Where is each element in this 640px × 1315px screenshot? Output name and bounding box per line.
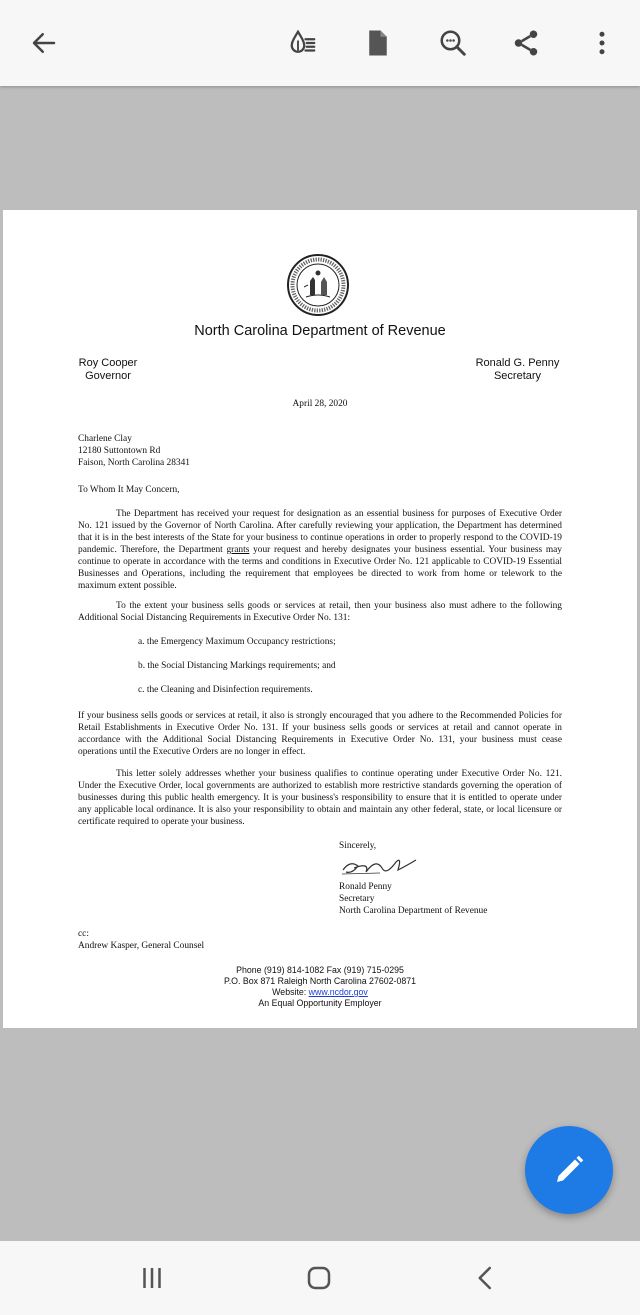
- paragraph-2: To the extent your business sells goods or services at retail, then your business also must adhere to the following Additional Social Distancing Requirements in Executive Order No. 131:: [78, 601, 562, 623]
- website-link[interactable]: www.ncdor.gov: [308, 987, 368, 997]
- list-item-b: b. the Social Distancing Markings requirements; and: [138, 661, 336, 671]
- reading-mode-icon: [288, 28, 318, 58]
- footer-address: P.O. Box 871 Raleigh North Carolina 27602-0871: [223, 976, 417, 986]
- share-icon: [511, 28, 541, 58]
- search-zoom-icon: [438, 28, 468, 58]
- footer-website: [0, 987, 640, 998]
- secretary-title: Secretary: [493, 370, 542, 382]
- reading-mode-button[interactable]: [283, 23, 323, 63]
- top-toolbar: [0, 0, 640, 86]
- home-button[interactable]: [297, 1258, 341, 1298]
- signer-name: Ronald Penny: [339, 882, 392, 892]
- footer-eoe: An Equal Opportunity Employer: [258, 998, 382, 1008]
- signer-block: [339, 881, 487, 917]
- recent-apps-icon: [137, 1263, 167, 1293]
- home-icon: [304, 1263, 334, 1293]
- paragraph-1: [78, 508, 562, 592]
- signer-title: Secretary: [339, 894, 375, 904]
- back-button[interactable]: [24, 23, 64, 63]
- system-nav-bar: [0, 1241, 640, 1315]
- cc-name: Andrew Kasper, General Counsel: [78, 941, 205, 951]
- cc-block: [78, 928, 204, 952]
- document-button[interactable]: [358, 23, 398, 63]
- more-vert-icon: [587, 28, 617, 58]
- footer-website-label: Website:: [272, 987, 309, 997]
- letter-date: April 28, 2020: [292, 399, 348, 409]
- paragraph-3: If your business sells goods or services at retail, it also is strongly encouraged that you adhere to the Recommended Policies for Retail Establishments in Executive Order No. 131. If your business sells goods or services at retail and cannot operate in accordance with the Additional Social Distancing Requirements in Executive Order No. 131, your business must cease operations until the Executive Orders are no longer in effect.: [78, 711, 562, 757]
- recipient-name: Charlene Clay: [78, 434, 132, 444]
- paragraph-1-part-a: The Department has received your request for designation as an essential business for purposes of Executive Order No. 121 issued by the Governor of North Carolina. After carefully reviewing your application, the Department has determined that it is in the best interests of the State for your business to continue operations in order to properly respond to the COVID-19 pandemic. Therefore, the Department: [78, 509, 562, 555]
- recipient-address: [78, 433, 190, 469]
- share-button[interactable]: [506, 23, 546, 63]
- paragraph-1-part-b: your request and hereby designates your business essential. Your business may continue to operate in accordance with the terms and conditions in Executive Order No. 121 applicable to COVID-19 Essential Businesses and Operations, including the requirement that employees be directed to work from home or telework to the maximum extent possible.: [78, 545, 562, 591]
- secretary-block: [470, 357, 565, 383]
- list-item-c: c. the Cleaning and Disinfection requirements.: [138, 685, 313, 695]
- edit-pencil-icon: [551, 1152, 587, 1188]
- back-icon: [471, 1263, 501, 1293]
- search-button[interactable]: [433, 23, 473, 63]
- closing: Sincerely,: [339, 841, 377, 851]
- state-seal-icon: [286, 253, 350, 317]
- document-icon: [363, 28, 393, 58]
- signer-org: North Carolina Department of Revenue: [339, 906, 488, 916]
- paragraph-4: This letter solely addresses whether your business qualifies to continue operating under Executive Order No. 121. Under the Executive Order, local governments are authorized to establish more restrictive standards governing the operation of businesses during this public health emergency. It is your business's responsibility to ensure that it is entitled to operate under any applicable local ordinance. It is also your responsibility to obtain and maintain any other federal, state, or local licensure or certificate required to operate your business.: [78, 769, 562, 827]
- recent-apps-button[interactable]: [130, 1258, 174, 1298]
- governor-block: [77, 357, 139, 383]
- letter-footer: [0, 965, 640, 1009]
- grants-underlined: grants: [226, 545, 250, 555]
- department-title: North Carolina Department of Revenue: [194, 323, 446, 339]
- recipient-street: 12180 Suttontown Rd: [78, 446, 161, 456]
- salutation: To Whom It May Concern,: [78, 485, 180, 495]
- nav-back-button[interactable]: [464, 1258, 508, 1298]
- governor-title: Governor: [85, 370, 131, 382]
- secretary-name: Ronald G. Penny: [475, 357, 560, 369]
- edit-fab-button[interactable]: [525, 1126, 613, 1214]
- footer-phone: Phone (919) 814-1082 Fax (919) 715-0295: [236, 965, 404, 975]
- cc-label: cc:: [78, 929, 89, 939]
- governor-name: Roy Cooper: [78, 357, 138, 369]
- list-item-a: a. the Emergency Maximum Occupancy restrictions;: [138, 637, 336, 647]
- back-arrow-icon: [29, 28, 59, 58]
- signature: [340, 852, 420, 882]
- more-options-button[interactable]: [582, 23, 622, 63]
- recipient-city: Faison, North Carolina 28341: [78, 458, 190, 468]
